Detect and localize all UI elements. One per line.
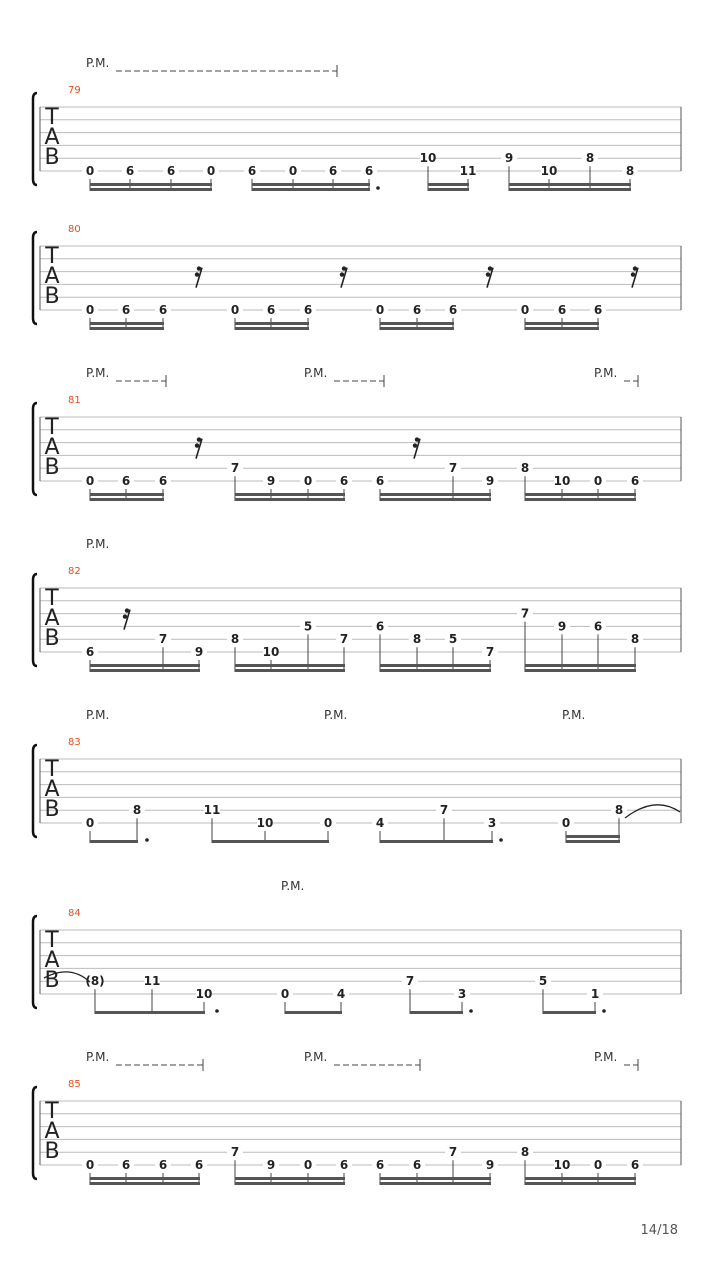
beam (410, 1011, 463, 1014)
palm-mute-label: P.M. (304, 366, 328, 380)
rest-flag (631, 272, 635, 276)
fret-number: 8 (520, 1145, 530, 1160)
measure-number: 80 (68, 224, 81, 235)
measure-number: 83 (68, 737, 81, 748)
tab-system-81 (33, 366, 681, 501)
fret-number: 8 (132, 803, 142, 818)
beam (212, 840, 329, 843)
fret-number: 6 (121, 303, 131, 317)
beam (428, 183, 469, 186)
fret-number: 0 (561, 816, 571, 830)
palm-mute-label: P.M. (86, 366, 110, 380)
fret-number: 6 (158, 303, 168, 317)
palm-mute-label: P.M. (594, 366, 618, 380)
fret-number: 6 (448, 303, 458, 317)
fret-number: 9 (266, 474, 276, 488)
fret-number: 10 (553, 1158, 571, 1172)
palm-mute-label: P.M. (304, 1050, 328, 1064)
tab-system-85 (33, 1050, 681, 1185)
beam (90, 1177, 200, 1180)
dot (469, 1009, 473, 1013)
palm-mute-label: P.M. (86, 1050, 110, 1064)
fret-number: 10 (553, 474, 571, 488)
beam (566, 835, 620, 838)
fret-number: 9 (557, 619, 567, 634)
beam (235, 327, 309, 330)
beam (235, 1177, 345, 1180)
tab-system-83 (33, 708, 681, 843)
fret-number: 6 (166, 164, 176, 178)
dot (215, 1009, 219, 1013)
fret-number: 0 (85, 303, 95, 317)
fret-number: 0 (85, 816, 95, 830)
dot (376, 186, 380, 190)
fret-number: 6 (593, 619, 603, 634)
palm-mute-label: P.M. (86, 708, 110, 722)
beam (235, 1182, 345, 1185)
rest-flag (486, 272, 490, 276)
fret-number: 10 (419, 151, 437, 166)
tab-clef-letter: B (44, 145, 60, 170)
beam (543, 1011, 596, 1014)
fret-number: 10 (262, 645, 280, 659)
fret-number: 6 (85, 645, 95, 659)
fret-number: 5 (303, 619, 313, 634)
palm-mute-label: P.M. (86, 537, 110, 551)
palm-mute-label: P.M. (594, 1050, 618, 1064)
fret-number: 7 (485, 645, 495, 659)
fret-number: 11 (459, 164, 477, 178)
fret-number: 6 (364, 164, 374, 178)
fret-number: 7 (405, 974, 415, 989)
palm-mute-label: P.M. (86, 56, 110, 70)
system-bracket (33, 574, 37, 666)
fret-number: 8 (625, 164, 635, 178)
measure-number: 84 (68, 908, 81, 919)
palm-mute-label: P.M. (562, 708, 586, 722)
tab-clef-letter: A (44, 1119, 60, 1144)
fret-number: 0 (85, 1158, 95, 1172)
beam (380, 498, 491, 501)
fret-number: 0 (280, 987, 290, 1001)
beam (235, 322, 309, 325)
fret-number: 8 (520, 461, 530, 476)
rest-flag (197, 266, 201, 270)
palm-mute-label: P.M. (324, 708, 348, 722)
tab-clef-letter: B (44, 284, 60, 309)
beam (90, 498, 164, 501)
rest-flag (123, 614, 127, 618)
fret-number: 6 (303, 303, 313, 317)
fret-number: 10 (195, 987, 213, 1001)
beam (90, 1182, 200, 1185)
fret-number: 0 (593, 474, 603, 488)
fret-number: 11 (143, 974, 161, 989)
beam (525, 493, 636, 496)
rest-flag (195, 443, 199, 447)
beam (90, 664, 200, 667)
beam (380, 664, 491, 667)
beam (252, 188, 370, 191)
palm-mute-label: P.M. (281, 879, 305, 893)
fret-number: 9 (485, 1158, 495, 1172)
tab-clef-letter: A (44, 435, 60, 460)
fret-number: 6 (328, 164, 338, 178)
beam (428, 188, 469, 191)
fret-number: 7 (230, 1145, 240, 1160)
beam (235, 664, 345, 667)
beam (90, 183, 212, 186)
tab-clef-letter: T (45, 586, 59, 611)
fret-number: 1 (590, 987, 600, 1001)
beam (525, 498, 636, 501)
tab-clef-letter: B (44, 797, 60, 822)
fret-number: 10 (256, 816, 274, 830)
rest-flag (195, 272, 199, 276)
fret-number: 0 (375, 303, 385, 317)
fret-number: 6 (158, 1158, 168, 1172)
fret-number: 7 (439, 803, 449, 818)
tab-system-82 (33, 537, 681, 672)
fret-number: 9 (504, 151, 514, 166)
fret-number: 0 (206, 164, 216, 178)
fret-number: 4 (375, 816, 385, 830)
fret-number: 9 (485, 474, 495, 488)
fret-number: (8) (85, 974, 105, 989)
fret-number: 6 (557, 303, 567, 317)
beam (380, 493, 491, 496)
beam (235, 493, 345, 496)
fret-number: 6 (630, 1158, 640, 1172)
beam (380, 322, 454, 325)
tab-clef-letter: T (45, 244, 59, 269)
beam (90, 493, 164, 496)
fret-number: 7 (448, 461, 458, 476)
system-bracket (33, 93, 37, 185)
system-bracket (33, 916, 37, 1008)
fret-number: 6 (375, 1158, 385, 1172)
beam (235, 669, 345, 672)
rest-flag (415, 437, 419, 441)
beam (566, 840, 620, 843)
tab-clef-letter: A (44, 264, 60, 289)
beam (90, 188, 212, 191)
measure-number: 82 (68, 566, 81, 577)
fret-number: 9 (266, 1158, 276, 1172)
fret-number: 6 (412, 303, 422, 317)
system-bracket (33, 1087, 37, 1179)
beam (509, 188, 631, 191)
fret-number: 8 (614, 803, 624, 818)
fret-number: 0 (288, 164, 298, 178)
tab-clef-letter: B (44, 455, 60, 480)
beam (90, 669, 200, 672)
system-bracket (33, 403, 37, 495)
rest-flag (413, 443, 417, 447)
fret-number: 6 (375, 619, 385, 634)
fret-number: 6 (121, 474, 131, 488)
fret-number: 0 (593, 1158, 603, 1172)
fret-number: 6 (194, 1158, 204, 1172)
beam (252, 183, 370, 186)
measure-number: 81 (68, 395, 81, 406)
beam (380, 1182, 491, 1185)
fret-number: 7 (448, 1145, 458, 1160)
tab-clef-letter: T (45, 928, 59, 953)
fret-number: 6 (412, 1158, 422, 1172)
fret-number: 6 (125, 164, 135, 178)
fret-number: 6 (158, 474, 168, 488)
fret-number: 6 (593, 303, 603, 317)
measure-number: 85 (68, 1079, 81, 1090)
fret-number: 0 (85, 164, 95, 178)
fret-number: 0 (323, 816, 333, 830)
fret-number: 8 (230, 632, 240, 647)
fret-number: 9 (194, 645, 204, 659)
tab-clef-letter: T (45, 415, 59, 440)
fret-number: 8 (412, 632, 422, 647)
beam (380, 327, 454, 330)
rest-flag (197, 437, 201, 441)
fret-number: 5 (448, 632, 458, 647)
tab-clef-letter: T (45, 1099, 59, 1124)
fret-number: 7 (520, 606, 530, 621)
page-number: 14/18 (640, 1223, 678, 1238)
beam (509, 183, 631, 186)
tie-arc (625, 805, 680, 818)
dot (145, 838, 149, 842)
fret-number: 3 (487, 816, 497, 830)
fret-number: 7 (230, 461, 240, 476)
fret-number: 7 (158, 632, 168, 647)
beam (525, 1177, 636, 1180)
tab-system-79 (33, 56, 681, 191)
rest-flag (488, 266, 492, 270)
beam (525, 327, 599, 330)
beam (525, 669, 636, 672)
tab-clef-letter: A (44, 606, 60, 631)
tab-clef-letter: A (44, 948, 60, 973)
fret-number: 4 (336, 987, 346, 1001)
fret-number: 6 (121, 1158, 131, 1172)
tab-clef-letter: T (45, 757, 59, 782)
fret-number: 3 (457, 987, 467, 1001)
fret-number: 0 (230, 303, 240, 317)
beam (235, 498, 345, 501)
tab-clef-letter: B (44, 968, 60, 993)
tab-clef-letter: T (45, 105, 59, 130)
dot (499, 838, 503, 842)
fret-number: 0 (303, 474, 313, 488)
fret-number: 8 (585, 151, 595, 166)
fret-number: 11 (203, 803, 221, 818)
fret-number: 6 (630, 474, 640, 488)
fret-number: 5 (538, 974, 548, 989)
tab-clef-letter: B (44, 626, 60, 651)
beam (90, 327, 164, 330)
system-bracket (33, 745, 37, 837)
tab-clef-letter: A (44, 777, 60, 802)
beam (285, 1011, 342, 1014)
fret-number: 0 (85, 474, 95, 488)
beam (90, 322, 164, 325)
tab-clef-letter: A (44, 125, 60, 150)
beam (95, 1011, 205, 1014)
tab-system-80 (33, 224, 681, 330)
beam (380, 669, 491, 672)
rest-flag (342, 266, 346, 270)
fret-number: 6 (266, 303, 276, 317)
dot (602, 1009, 606, 1013)
system-bracket (33, 232, 37, 324)
beam (525, 664, 636, 667)
fret-number: 6 (339, 474, 349, 488)
fret-number: 7 (339, 632, 349, 647)
fret-number: 6 (339, 1158, 349, 1172)
fret-number: 10 (540, 164, 558, 178)
fret-number: 6 (375, 474, 385, 488)
rest-flag (125, 608, 129, 612)
fret-number: 6 (247, 164, 257, 178)
rest-flag (340, 272, 344, 276)
page-number-wrap (641, 1223, 678, 1238)
tab-system-84 (33, 879, 681, 1014)
fret-number: 0 (520, 303, 530, 317)
beam (90, 840, 138, 843)
fret-number: 8 (630, 632, 640, 647)
beam (525, 1182, 636, 1185)
measure-number: 79 (68, 85, 81, 96)
beam (525, 322, 599, 325)
beam (380, 840, 493, 843)
fret-number: 0 (303, 1158, 313, 1172)
beam (380, 1177, 491, 1180)
tab-clef-letter: B (44, 1139, 60, 1164)
rest-flag (633, 266, 637, 270)
